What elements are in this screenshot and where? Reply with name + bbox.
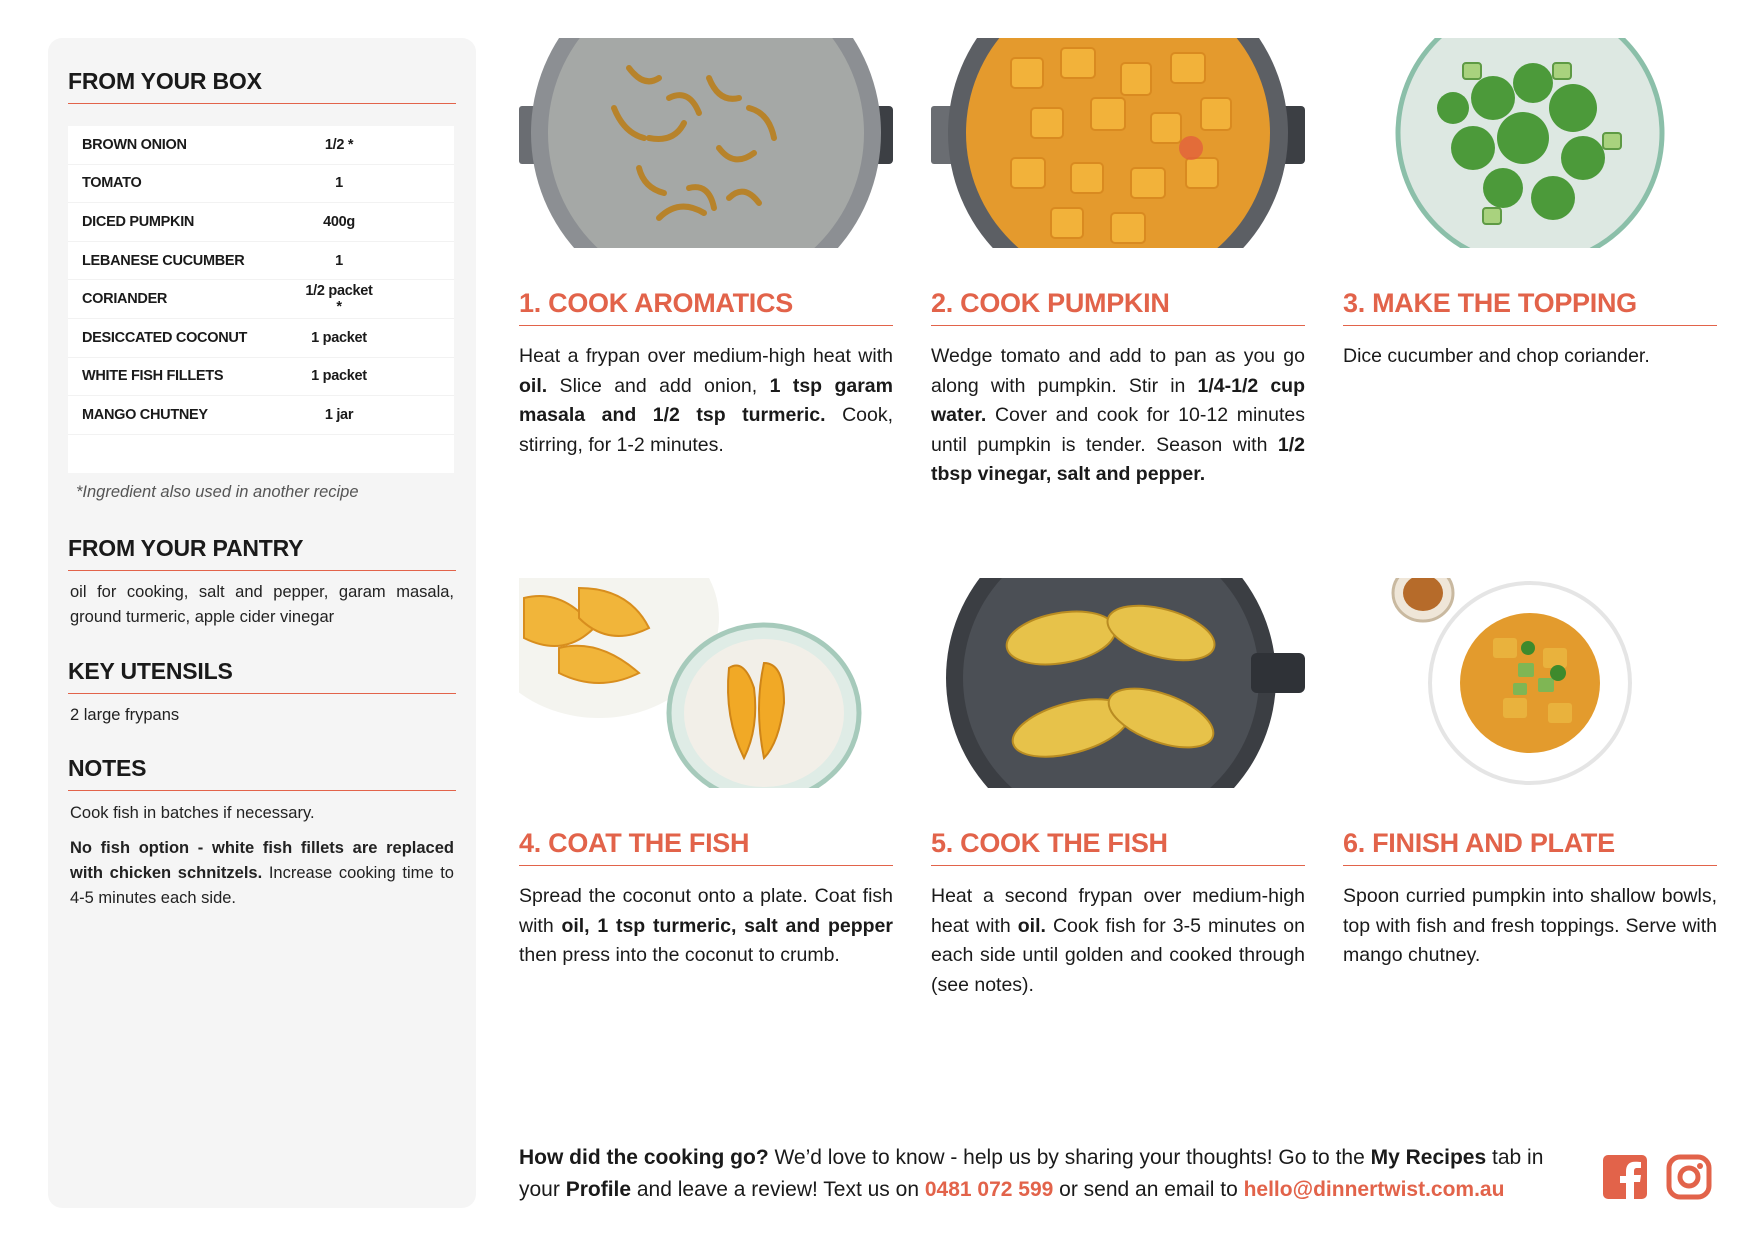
box-ingredient-row — [68, 242, 454, 281]
step-1-title: 1. COOK AROMATICS — [519, 288, 893, 326]
step-text-run: Spoon curried pumpkin into shallow bowls, top with fish and fresh toppings. Serve with mango chutney. — [1343, 885, 1717, 967]
step-2-text — [931, 342, 1305, 490]
step-4-text — [519, 882, 893, 971]
step-text-run: Heat a second frypan over medium-high heat with — [931, 885, 1305, 937]
step-text-run: Heat a frypan over medium-high heat with — [519, 345, 893, 367]
utensils-text: 2 large frypans — [70, 706, 180, 724]
feedback-text-3: and leave a review! Text us on — [631, 1177, 925, 1201]
feedback-question: How did the cooking go? — [519, 1146, 769, 1169]
box-ingredient-row — [68, 126, 454, 165]
step-5-photo — [931, 578, 1305, 788]
pantry-text: oil for cooking, salt and pepper, garam masala, ground turmeric, apple cider vinegar — [70, 583, 454, 626]
step-4 — [519, 578, 893, 971]
notes-heading: NOTES — [68, 755, 456, 791]
step-1-photo — [519, 38, 893, 248]
ingredient-name: CORIANDER — [82, 291, 168, 308]
step-text-run: Spread the coconut onto a plate. Coat fish with — [519, 885, 893, 937]
box-ingredient-empty-row — [68, 435, 454, 474]
box-ingredient-row — [68, 396, 454, 435]
from-your-box-heading: FROM YOUR BOX — [68, 68, 456, 104]
facebook-icon[interactable] — [1602, 1154, 1648, 1200]
feedback-text-4: or send an email to — [1053, 1177, 1244, 1201]
key-utensils-heading: KEY UTENSILS — [68, 658, 456, 694]
ingredient-quantity: 1/2 * — [324, 136, 354, 153]
step-text-bold: oil. — [519, 374, 548, 397]
box-ingredient-row — [68, 280, 454, 319]
notes-text-1: Cook fish in batches if necessary. — [70, 804, 315, 822]
step-3-text — [1343, 342, 1717, 372]
step-1 — [519, 38, 893, 460]
ingredient-name: DICED PUMPKIN — [82, 213, 195, 230]
box-ingredient-row — [68, 358, 454, 397]
step-text-run: Cook, stirring, for 1-2 minutes. — [519, 404, 894, 456]
step-2 — [931, 38, 1305, 490]
ingredient-name: LEBANESE CUCUMBER — [82, 252, 245, 269]
step-6 — [1343, 578, 1717, 971]
ingredient-quantity: 1/2 packet * — [305, 283, 373, 316]
step-5 — [931, 578, 1305, 1000]
step-3 — [1343, 38, 1717, 372]
box-ingredient-row — [68, 203, 454, 242]
ingredient-quantity: 400g — [323, 213, 355, 230]
step-text-run: then press into the coconut to crumb. — [519, 944, 840, 967]
notes-rest: Increase cooking time to 4-5 minutes each side. — [70, 864, 454, 907]
step-4-title: 4. COAT THE FISH — [519, 828, 893, 866]
ingredient-quantity: 1 jar — [324, 406, 354, 423]
step-5-title: 5. COOK THE FISH — [931, 828, 1305, 866]
ingredient-name: MANGO CHUTNEY — [82, 406, 208, 423]
my-recipes-label: My Recipes — [1370, 1146, 1487, 1169]
step-2-title: 2. COOK PUMPKIN — [931, 288, 1305, 326]
ingredients-panel — [48, 38, 476, 1208]
feedback-text-2: tab in your — [519, 1146, 1544, 1201]
email-link[interactable]: hello@dinnertwist.com.au — [1243, 1177, 1505, 1201]
step-6-photo — [1343, 578, 1717, 788]
step-text-bold: oil, 1 tsp turmeric, salt and pepper — [561, 914, 893, 937]
ingredient-name: BROWN ONION — [82, 136, 187, 153]
box-ingredients-table — [68, 126, 454, 473]
step-text-run: Dice cucumber and chop coriander. — [1343, 345, 1650, 367]
box-ingredient-row — [68, 319, 454, 358]
step-6-text — [1343, 882, 1717, 971]
ingredient-name: TOMATO — [82, 175, 142, 192]
ingredient-quantity: 1 — [335, 175, 343, 192]
ingredient-name: WHITE FISH FILLETS — [82, 368, 224, 385]
notes-bold: No fish option - white fish fillets are replaced with chicken schnitzels. — [70, 839, 454, 882]
step-2-photo — [931, 38, 1305, 248]
ingredient-quantity: 1 — [335, 252, 343, 269]
step-text-run: Cover and cook for 10-12 minutes until pumpkin is tender. Season with — [931, 404, 1305, 456]
step-5-text — [931, 882, 1305, 1000]
from-your-pantry-heading: FROM YOUR PANTRY — [68, 535, 456, 571]
ingredient-name: DESICCATED COCONUT — [82, 329, 248, 346]
feedback-message — [519, 1142, 1579, 1205]
ingredient-footnote: *Ingredient also used in another recipe — [76, 483, 359, 501]
box-ingredient-row — [68, 165, 454, 204]
step-text-run: Slice and add onion, — [547, 374, 770, 397]
instagram-icon[interactable] — [1666, 1154, 1712, 1200]
ingredient-quantity: 1 packet — [311, 368, 367, 385]
step-text-bold: 1 tsp garam masala and 1/2 tsp turmeric. — [519, 374, 893, 427]
step-text-bold: 1/2 tbsp vinegar, salt and pepper. — [931, 433, 1305, 486]
ingredient-quantity: 1 packet — [311, 329, 367, 346]
profile-label: Profile — [565, 1177, 632, 1201]
notes-text-2 — [70, 836, 454, 911]
step-text-run: Wedge tomato and add to pan as you go along with pumpkin. Stir in — [931, 345, 1305, 397]
feedback-text-1: We’d love to know - help us by sharing your thoughts! Go to the — [768, 1146, 1371, 1169]
step-3-photo — [1343, 38, 1717, 248]
step-3-title: 3. MAKE THE TOPPING — [1343, 288, 1717, 326]
step-text-bold: oil. — [1017, 914, 1046, 937]
step-1-text — [519, 342, 893, 460]
step-text-run: Cook fish for 3-5 minutes on each side until golden and cooked through (see notes). — [931, 914, 1305, 996]
phone-link[interactable]: 0481 072 599 — [924, 1177, 1054, 1201]
step-text-bold: 1/4-1/2 cup water. — [931, 374, 1306, 427]
step-4-photo — [519, 578, 893, 788]
step-6-title: 6. FINISH AND PLATE — [1343, 828, 1717, 866]
